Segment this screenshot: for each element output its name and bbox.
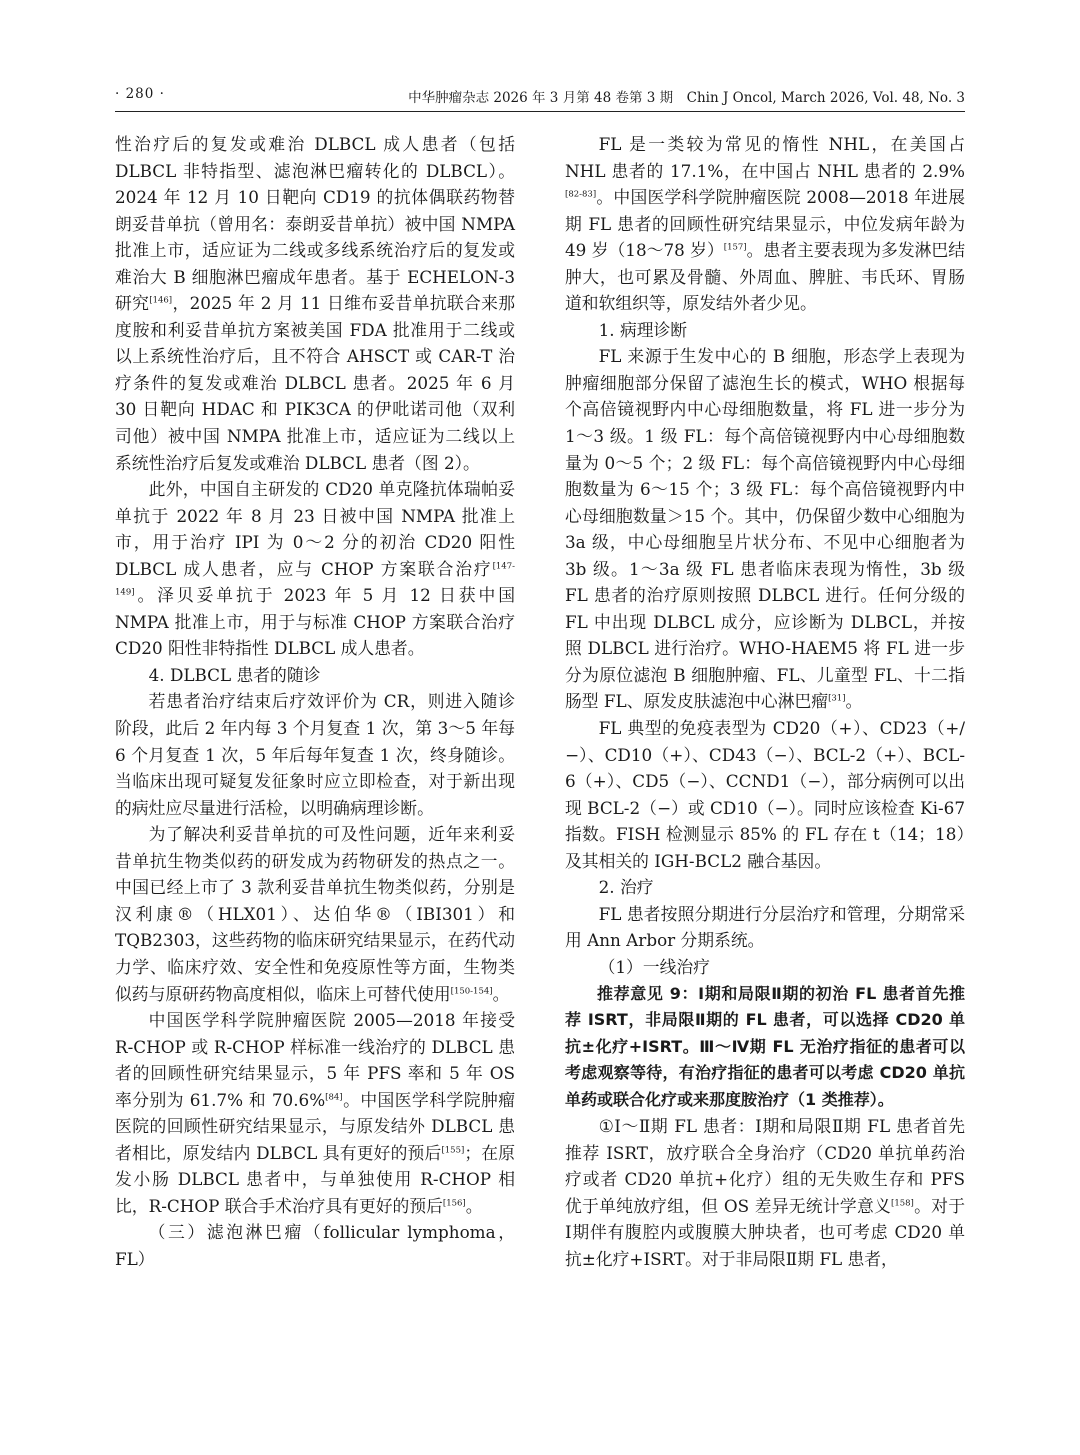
citation-ref: [146] [149, 295, 173, 306]
citation-ref: [158] [891, 1198, 914, 1209]
paragraph: 为了解决利妥昔单抗的可及性问题，近年来利妥昔单抗生物类似药的研发成为药物研发的热点之一。中国已经上市了 3 款利妥昔单抗生物类似药，分别是汉利康®（HLX01）、达伯华®（IBI301）和 TQB2303，这些药物的临床研究结果显示，在药代动力学、临床疗效、安全性和免疫原性等方面，生物类似药与原研药物高度相似，临床上可替代使用[150-154]。 [115, 824, 515, 1004]
paragraph: 若患者治疗结束后疗效评价为 CR，则进入随诊阶段，此后 2 年内每 3 个月复查 1 次，第 3～5 年每 6 个月复查 1 次，5 年后每年复查 1 次，终身随诊。当临床出现可疑复发征象时应立即检查，对于新出现的病灶应尽量进行活检，以明确病理诊断。 [115, 691, 515, 818]
section-heading: 4. DLBCL 患者的随诊 [148, 664, 321, 685]
paragraph: 此外，中国自主研发的 CD20 单克隆抗体瑞帕妥单抗于 2022 年 8 月 23 日被中国 NMPA 批准上市，用于治疗 IPI 为 0～2 分的初治 CD20 阳性 DLBCL 成人患者，应与 CHOP 方案联合治疗[147-149]。泽贝妥单抗于 2023 年 5 月 12 日获中国 NMPA 批准上市，用于与标准 CHOP 方案联合治疗 CD20 阳性非特指性 DLBCL 成人患者。 [115, 479, 515, 659]
citation-ref: [84] [325, 1092, 343, 1103]
paragraph: FL 患者按照分期进行分层治疗和管理，分期常采用 Ann Arbor 分期系统。 [565, 903, 965, 951]
running-header [115, 86, 965, 110]
citation-ref: [82-83] [565, 189, 597, 200]
citation-ref: [157] [723, 242, 747, 253]
paragraph: FL 是一类较为常见的惰性 NHL，在美国占 NHL 患者的 17.1%，在中国占 NHL 患者的 2.9%[82-83]。中国医学科学院肿瘤医院 2008—2018 年进展期 FL 患者的回顾性研究结果显示，中位发病年龄为 49 岁（18～78 岁）[157]。患者主要表现为多发淋巴结肿大，也可累及骨髓、外周血、脾脏、韦氏环、胃肠道和软组织等，原发结外者少见。 [565, 134, 965, 314]
section-heading: 1. 病理诊断 [598, 319, 688, 340]
left-column [115, 131, 515, 1273]
paragraph: 中国医学科学院肿瘤医院 2005—2018 年接受 R-CHOP 或 R-CHOP 样标准一线治疗的 DLBCL 患者的回顾性研究结果显示，5 年 PFS 率和 5 年 OS 率分别为 61.7% 和 70.6%[84]。中国医学科学院肿瘤医院的回顾性研究结果显示，与原发结外 DLBCL 患者相比，原发结内 DLBCL 具有更好的预后[155]；在原发小肠 DLBCL 患者中，与单独使用 R-CHOP 相比，R-CHOP 联合手术治疗具有更好的预后[156]。 [115, 1010, 515, 1216]
paragraph: 性治疗后的复发或难治 DLBCL 成人患者（包括 DLBCL 非特指型、滤泡淋巴瘤转化的 DLBCL）。2024 年 12 月 10 日靶向 CD19 的抗体偶联药物替朗妥昔单抗（曾用名：泰朗妥昔单抗）被中国 NMPA 批准上市，适应证为二线或多线系统治疗后的复发或难治大 B 细胞淋巴瘤成年患者。基于 ECHELON-3 研究[146]，2025 年 2 月 11 日维布妥昔单抗联合来那度胺和利妥昔单抗方案被美国 FDA 批准用于二线或以上系统性治疗后，且不符合 AHSCT 或 CAR-T 治疗条件的复发或难治 DLBCL 患者。2025 年 6 月 30 日靶向 HDAC 和 PIK3CA 的伊吡诺司他（双利司他）被中国 NMPA 批准上市，适应证为二线以上系统性治疗后复发或难治 DLBCL 患者（图 2）。 [115, 134, 515, 473]
section-heading: 2. 治疗 [598, 877, 654, 898]
header-rule [115, 111, 965, 112]
right-column [565, 131, 965, 1273]
subsection-heading: （1）一线治疗 [598, 956, 710, 977]
page-number: · 280 · [115, 86, 165, 102]
recommendation: 推荐意见 9：Ⅰ期和局限Ⅱ期的初治 FL 患者首先推荐 ISRT，非局限Ⅱ期的 FL 患者，可以选择 CD20 单抗±化疗+ISRT。Ⅲ～Ⅳ期 FL 无治疗指征的患者可以考虑观察等待，有治疗指征的患者可以考虑 CD20 单抗单药或联合化疗或来那度胺治疗（1 类推荐）。 [565, 983, 965, 1109]
paragraph: ①Ⅰ～Ⅱ期 FL 患者：Ⅰ期和局限Ⅱ期 FL 患者首先推荐 ISRT，放疗联合全身治疗（CD20 单抗单药治疗或者 CD20 单抗+化疗）组的无失败生存和 PFS 优于单纯放疗组，但 OS 差异无统计学意义[158]。对于Ⅰ期伴有腹腔内或腹膜大肿块者，也可考虑 CD20 单抗±化疗+ISRT。对于非局限Ⅱ期 FL 患者， [565, 1116, 965, 1269]
citation-ref: [150-154] [450, 986, 493, 997]
paragraph: FL 典型的免疫表型为 CD20（+）、CD23（+/−）、CD10（+）、CD43（−）、BCL-2（+）、BCL-6（+）、CD5（−）、CCND1（−），部分病例可以出现 BCL-2（−）或 CD10（−）。同时应该检查 Ki-67 指数。FISH 检测显示 85% 的 FL 存在 t（14；18）及其相关的 IGH-BCL2 融合基因。 [565, 718, 965, 871]
citation-ref: [156] [442, 1198, 466, 1209]
citation-ref: [31] [828, 694, 846, 705]
paragraph: FL 来源于生发中心的 B 细胞，形态学上表现为肿瘤细胞部分保留了滤泡生长的模式，WHO 根据每个高倍镜视野内中心母细胞数量，将 FL 进一步分为 1～3 级。1 级 FL：每个高倍镜视野内中心母细胞数量为 0～5 个；2 级 FL：每个高倍镜视野内中心母细胞数量为 6～15 个；3 级 FL：每个高倍镜视野内中心母细胞数量＞15 个。其中，仍保留少数中心细胞为 3a 级，中心母细胞呈片状分布、不见中心细胞者为 3b 级。1～3a 级 FL 患者临床表现为惰性，3b 级 FL 患者的治疗原则按照 DLBCL 进行。任何分级的 FL 中出现 DLBCL 成分，应诊断为 DLBCL，并按照 DLBCL 进行治疗。WHO-HAEM5 将 FL 进一步分为原位滤泡 B 细胞肿瘤、FL、儿童型 FL、十二指肠型 FL、原发皮肤滤泡中心淋巴瘤[31]。 [565, 346, 965, 712]
citation-ref: [155] [441, 1145, 465, 1156]
journal-citation: 中华肿瘤杂志 2026 年 3 月第 48 卷第 3 期 Chin J Oncol, March 2026, Vol. 48, No. 3 [408, 90, 965, 106]
citation-ref: [147-149] [115, 561, 515, 598]
section-heading: （三）滤泡淋巴瘤（follicular lymphoma，FL） [115, 1222, 515, 1269]
